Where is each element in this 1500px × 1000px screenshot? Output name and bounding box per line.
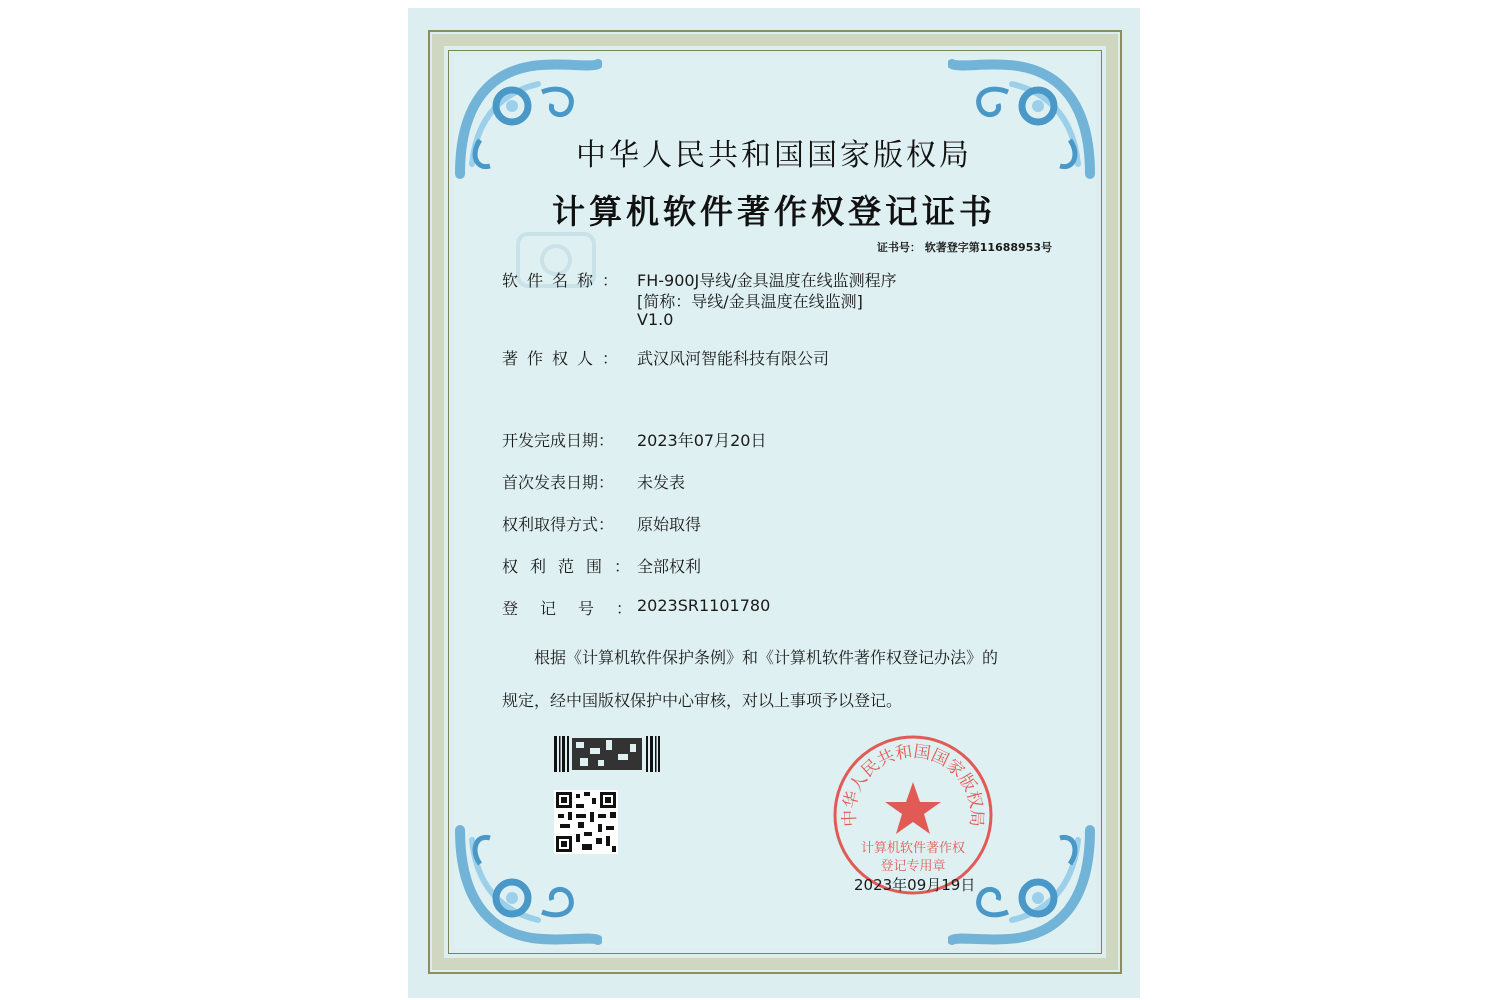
seal-text-outer: 中华人民共和国国家版权局 xyxy=(839,741,987,828)
certificate-number xyxy=(877,239,1052,255)
acquire-value: 原始取得 xyxy=(637,515,702,534)
cert-no-value: 软著登字第11688953号 xyxy=(924,241,1052,254)
owner-label: 著作权人： xyxy=(502,349,628,368)
certificate-document xyxy=(408,8,1140,998)
seal-text-inner1: 计算机软件著作权 xyxy=(860,841,966,856)
owner-value: 武汉风河智能科技有限公司 xyxy=(637,349,830,368)
software-name-line1: FH-900J导线/金具温度在线监测程序 xyxy=(637,271,897,290)
software-name-line3: V1.0 xyxy=(637,310,674,329)
issue-date: 2023年09月19日 xyxy=(854,876,976,894)
certificate-title: 计算机软件著作权登记证书 xyxy=(552,192,996,231)
scope-value: 全部权利 xyxy=(637,557,702,576)
statement-line-1: 根据《计算机软件保护条例》和《计算机软件著作权登记办法》的 xyxy=(534,648,999,667)
acquire-label: 权利取得方式： xyxy=(502,515,615,534)
authority-title: 中华人民共和国国家版权局 xyxy=(576,138,972,173)
seal-text-inner2: 登记专用章 xyxy=(880,859,946,874)
software-name-label: 软件名称： xyxy=(502,271,628,290)
reg-no-value: 2023SR1101780 xyxy=(637,596,771,615)
software-name-line2: [简称：导线/金具温度在线监测] xyxy=(637,292,863,311)
barcode-icon xyxy=(554,736,660,772)
publish-date-value: 未发表 xyxy=(637,473,686,492)
reg-no-label: 登记号： xyxy=(502,599,655,618)
dev-date-label: 开发完成日期： xyxy=(502,431,615,450)
statement-line-2: 规定，经中国版权保护中心审核，对以上事项予以登记。 xyxy=(502,691,903,710)
cert-no-label: 证书号： xyxy=(876,241,921,254)
dev-date-value: 2023年07月20日 xyxy=(637,431,767,450)
scope-label: 权利范围： xyxy=(502,557,643,576)
qr-code-icon xyxy=(554,790,618,854)
publish-date-label: 首次发表日期： xyxy=(502,473,615,492)
